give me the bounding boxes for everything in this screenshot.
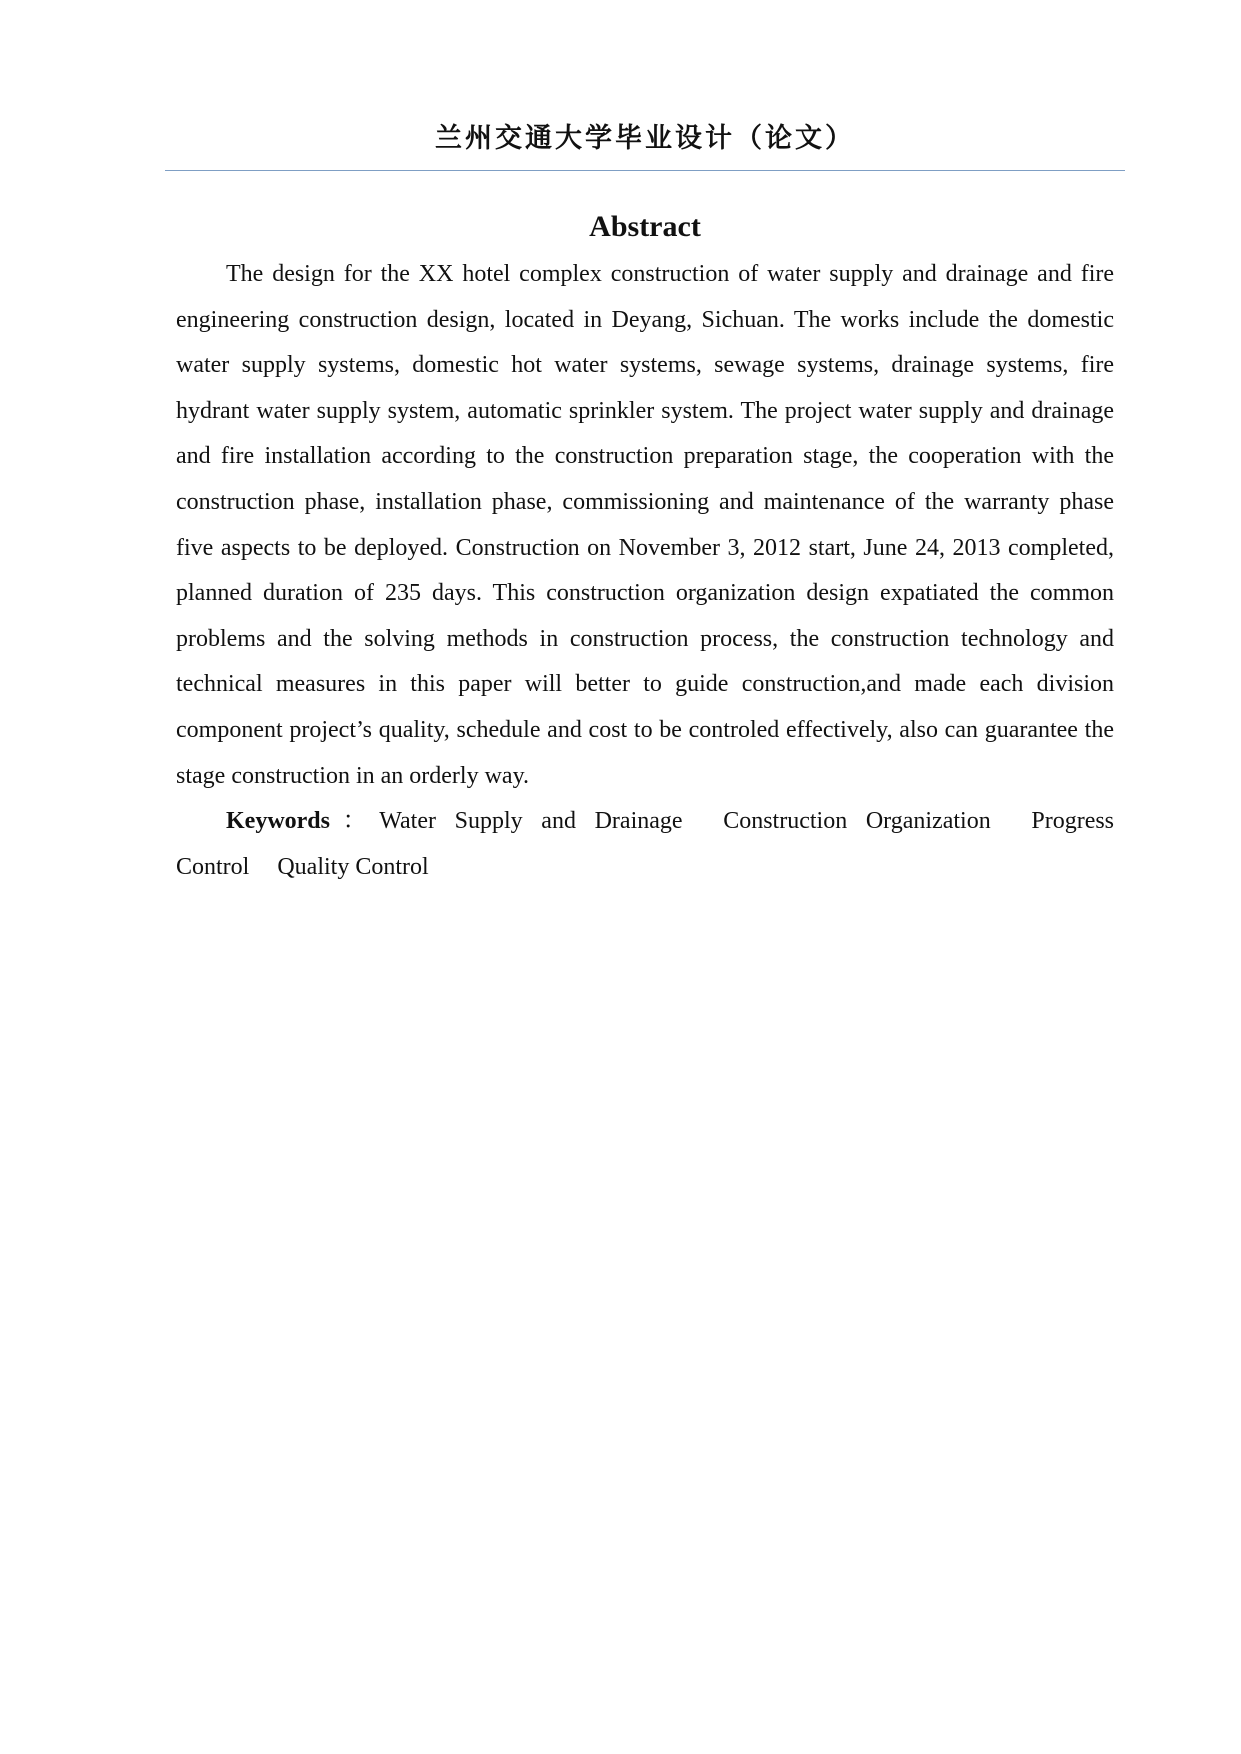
keywords-line — [176, 799, 1114, 890]
page-header-title: 兰州交通大学毕业设计（论文） — [435, 123, 855, 154]
abstract-paragraph: The design for the XX hotel complex construction of water supply and drainage and fire engineering construction design, located in Deyang, Sichuan. The works include the domestic water supply systems, domestic hot water systems, sewage systems, drainage systems, fire hydrant water supply system, automatic sprinkler system. The project water supply and drainage and fire installation according to the construction preparation stage, the cooperation with the construction phase, installation phase, commissioning and maintenance of the warranty phase five aspects to be deployed. Construction on November 3, 2012 start, June 24, 2013 completed, planned duration of 235 days. This construction organization design expatiated the common problems and the solving methods in construction process, the construction technology and technical measures in this paper will better to guide construction,and made each division component project’s quality, schedule and cost to be controled effectively, also can guarantee the stage construction in an orderly way. — [176, 261, 1114, 789]
keyword-item: Construction Organization — [723, 808, 991, 834]
keyword-item: Progress Control — [176, 808, 1115, 880]
keyword-item: Water Supply and Drainage — [379, 808, 683, 834]
keywords-separator: ： — [330, 808, 380, 834]
keywords-label: Keywords — [226, 808, 330, 834]
abstract-heading: Abstract — [589, 210, 701, 243]
header-divider — [165, 170, 1125, 171]
keyword-item: Quality Control — [277, 853, 429, 880]
